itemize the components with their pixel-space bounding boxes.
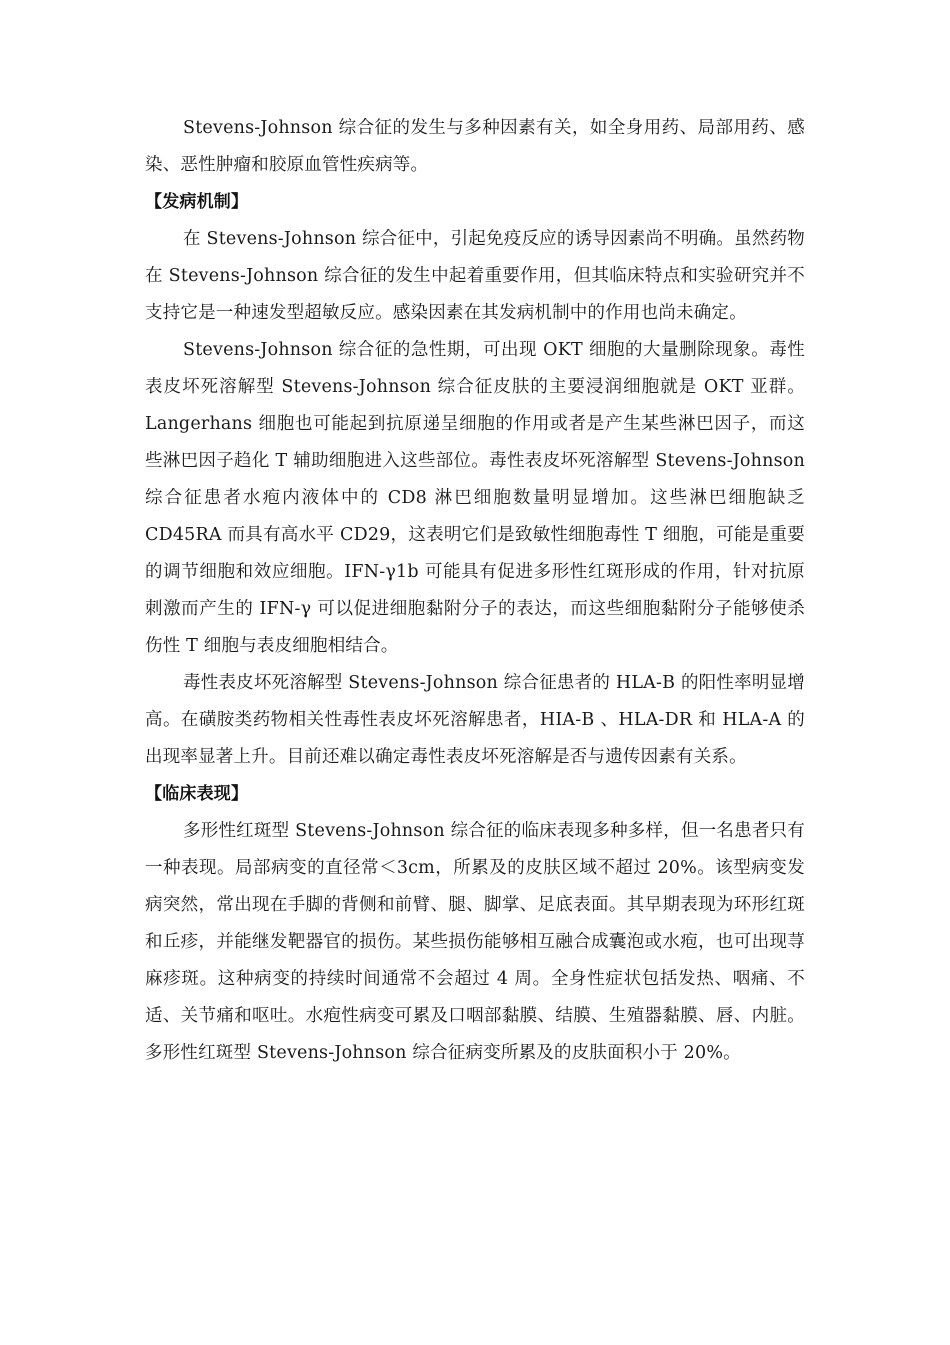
- document-body: [145, 110, 805, 1072]
- section-heading-pathogenesis: 【发病机制】: [145, 192, 249, 212]
- section-heading-clinical: 【临床表现】: [145, 784, 249, 804]
- paragraph-genetics: 毒性表皮坏死溶解型 Stevens-Johnson 综合征患者的 HLA-B 的阳性率明显增高。在磺胺类药物相关性毒性表皮坏死溶解患者，HIA-B 、HLA-DR 和 HLA-A 的出现率显著上升。目前还难以确定毒性表皮坏死溶解是否与遗传因素有关系。: [145, 673, 805, 767]
- paragraph-causes: Stevens-Johnson 综合征的发生与多种因素有关，如全身用药、局部用药、感染、恶性肿瘤和胶原血管性疾病等。: [145, 118, 805, 175]
- paragraph-clinical: 多形性红斑型 Stevens-Johnson 综合征的临床表现多种多样，但一名患者只有一种表现。局部病变的直径常＜3cm，所累及的皮肤区域不超过 20%。该型病变发病突然，常出现在手脚的背侧和前臂、腿、脚掌、足底表面。其早期表现为环形红斑和丘疹，并能继发靶器官的损伤。某些损伤能够相互融合成囊泡或水疱，也可出现荨麻疹斑。这种病变的持续时间通常不会超过 4 周。全身性症状包括发热、咽痛、不适、关节痛和呕吐。水疱性病变可累及口咽部黏膜、结膜、生殖器黏膜、唇、内脏。多形性红斑型 Stevens-Johnson 综合征病变所累及的皮肤面积小于 20%。: [145, 821, 805, 1063]
- paragraph-pathogenesis-intro: 在 Stevens-Johnson 综合征中，引起免疫反应的诱导因素尚不明确。虽然药物在 Stevens-Johnson 综合征的发生中起着重要作用，但其临床特点和实验研究并不支持它是一种速发型超敏反应。感染因素在其发病机制中的作用也尚未确定。: [145, 229, 805, 323]
- paragraph-immunology: Stevens-Johnson 综合征的急性期，可出现 OKT 细胞的大量删除现象。毒性表皮坏死溶解型 Stevens-Johnson 综合征皮肤的主要浸润细胞就是 OKT 亚群。Langerhans 细胞也可能起到抗原递呈细胞的作用或者是产生某些淋巴因子，而这些淋巴因子趋化 T 辅助细胞进入这些部位。毒性表皮坏死溶解型 Stevens-Johnson 综合征患者水疱内液体中的 CD8 淋巴细胞数量明显增加。这些淋巴细胞缺乏 CD45RA 而具有高水平 CD29，这表明它们是致敏性细胞毒性 T 细胞，可能是重要的调节细胞和效应细胞。IFN-γ1b 可能具有促进多形性红斑形成的作用，针对抗原刺激而产生的 IFN-γ 可以促进细胞黏附分子的表达，而这些细胞黏附分子能够使杀伤性 T 细胞与表皮细胞相结合。: [145, 340, 805, 656]
